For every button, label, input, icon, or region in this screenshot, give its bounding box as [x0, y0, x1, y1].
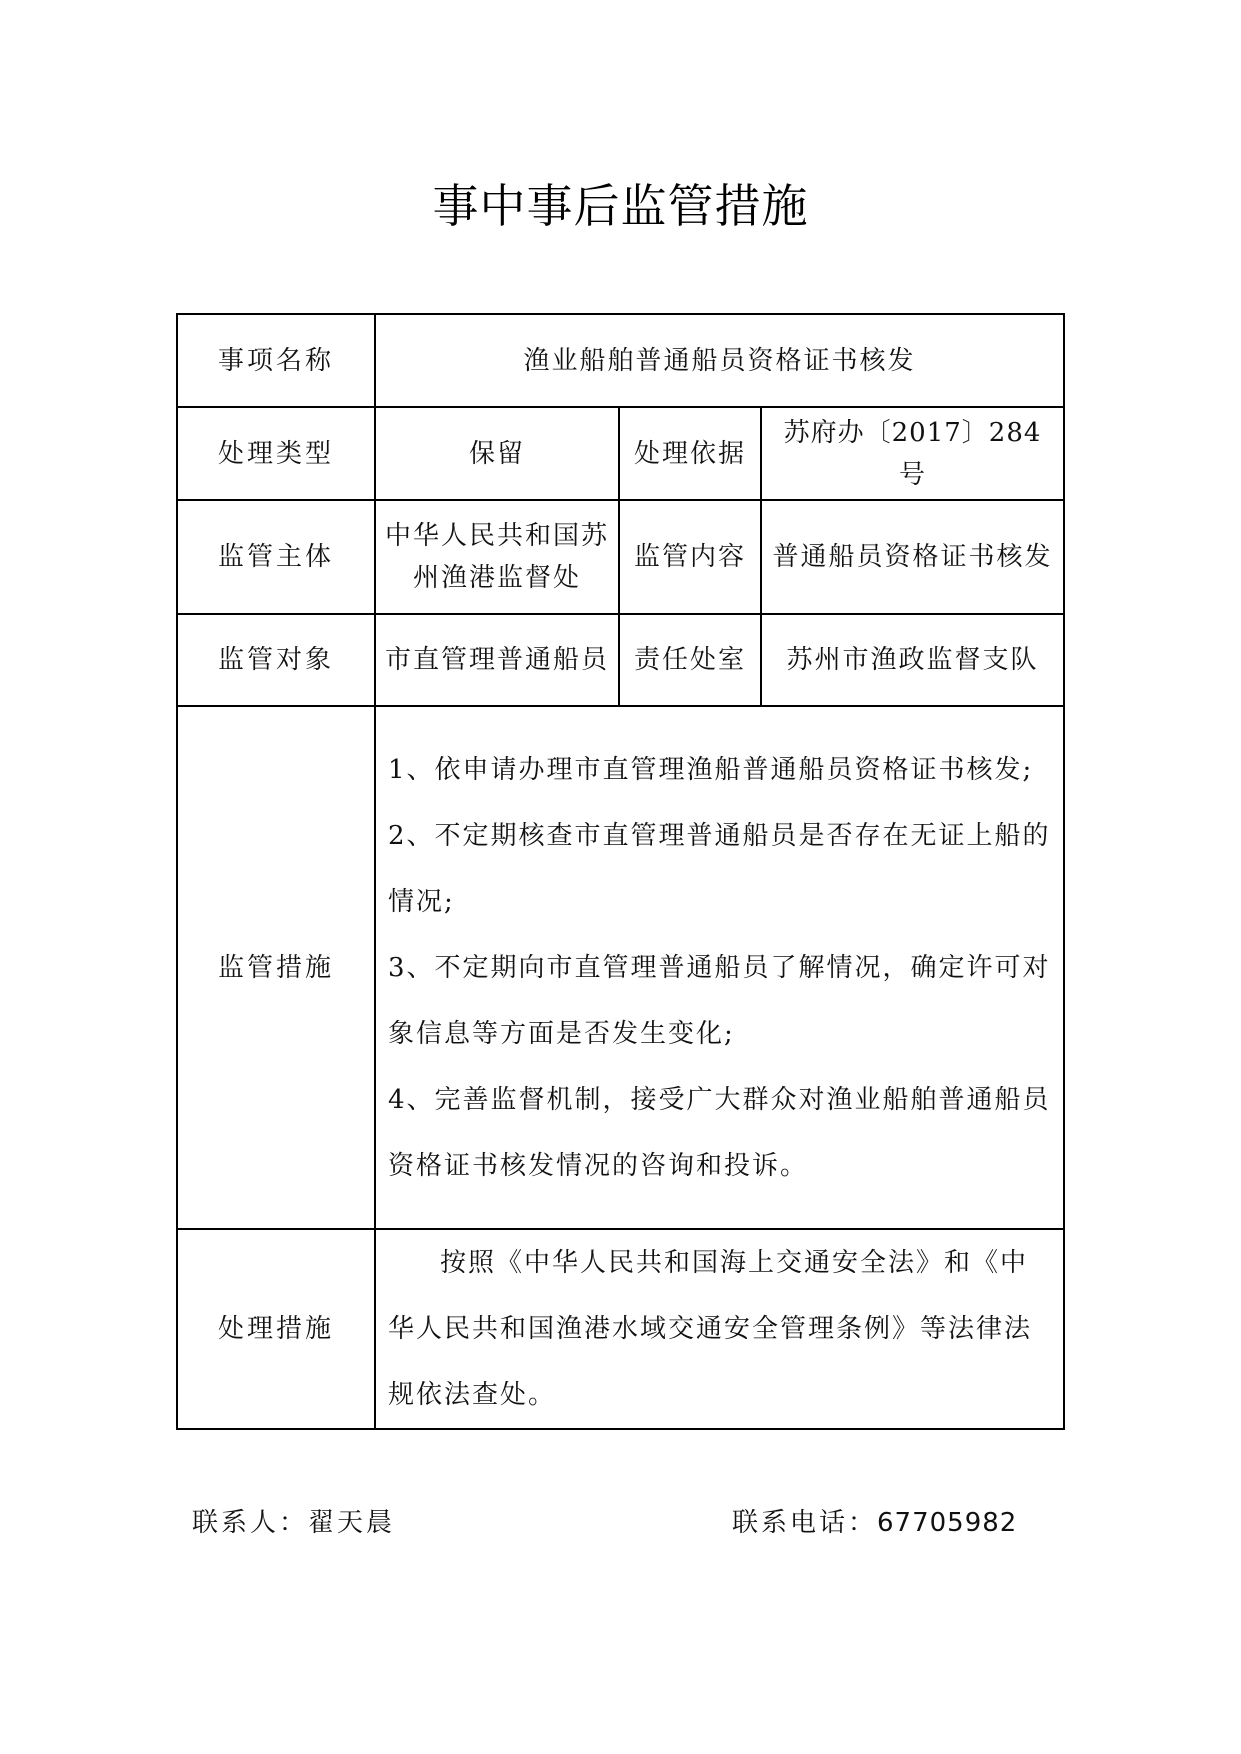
office-label: 责任处室 [619, 614, 761, 706]
table-row [177, 500, 1064, 614]
handling-basis-label: 处理依据 [619, 407, 761, 500]
measures-list [375, 706, 1064, 1229]
measures-label: 监管措施 [177, 706, 375, 1229]
phone-number: 67705982 [877, 1508, 1018, 1538]
measure-item: 1、依申请办理市直管理渔船普通船员资格证书核发; [388, 754, 1034, 785]
page-title: 事中事后监管措施 [432, 179, 809, 233]
item-name-label: 事项名称 [177, 314, 375, 407]
table-row [177, 614, 1064, 706]
supervision-table [176, 313, 1065, 1430]
item-name-value: 渔业船舶普通船员资格证书核发 [375, 314, 1064, 407]
contact-person [192, 1502, 395, 1539]
handling-basis-value: 苏府办〔2017〕284 号 [761, 407, 1064, 500]
table-row [177, 706, 1064, 1229]
handling-type-label: 处理类型 [177, 407, 375, 500]
object-label: 监管对象 [177, 614, 375, 706]
table-row [177, 407, 1064, 500]
office-value: 苏州市渔政监督支队 [761, 614, 1064, 706]
contact-phone [732, 1502, 1017, 1539]
contact-label: 联系人： [192, 1508, 309, 1538]
handling-measures-label: 处理措施 [177, 1229, 375, 1429]
content-label: 监管内容 [619, 500, 761, 614]
subject-value: 中华人民共和国苏州渔港监督处 [375, 500, 619, 614]
table-row [177, 1229, 1064, 1429]
content-value: 普通船员资格证书核发 [761, 500, 1064, 614]
subject-label: 监管主体 [177, 500, 375, 614]
phone-label: 联系电话： [732, 1508, 878, 1538]
handling-measures-value [375, 1229, 1064, 1429]
contact-name: 翟天晨 [308, 1508, 396, 1538]
measure-item: 4、完善监督机制，接受广大群众对渔业船舶普通船员资格证书核发情况的咨询和投诉。 [388, 1084, 1051, 1181]
measure-item: 3、不定期向市直管理普通船员了解情况，确定许可对象信息等方面是否发生变化; [388, 952, 1051, 1049]
object-value: 市直管理普通船员 [375, 614, 619, 706]
handling-measures-text: 按照《中华人民共和国海上交通安全法》和《中华人民共和国渔港水域交通安全管理条例》等法律法规依法查处。 [388, 1248, 1033, 1410]
handling-type-value: 保留 [375, 407, 619, 500]
table-row [177, 314, 1064, 407]
measure-item: 2、不定期核查市直管理普通船员是否存在无证上船的情况; [388, 820, 1051, 917]
